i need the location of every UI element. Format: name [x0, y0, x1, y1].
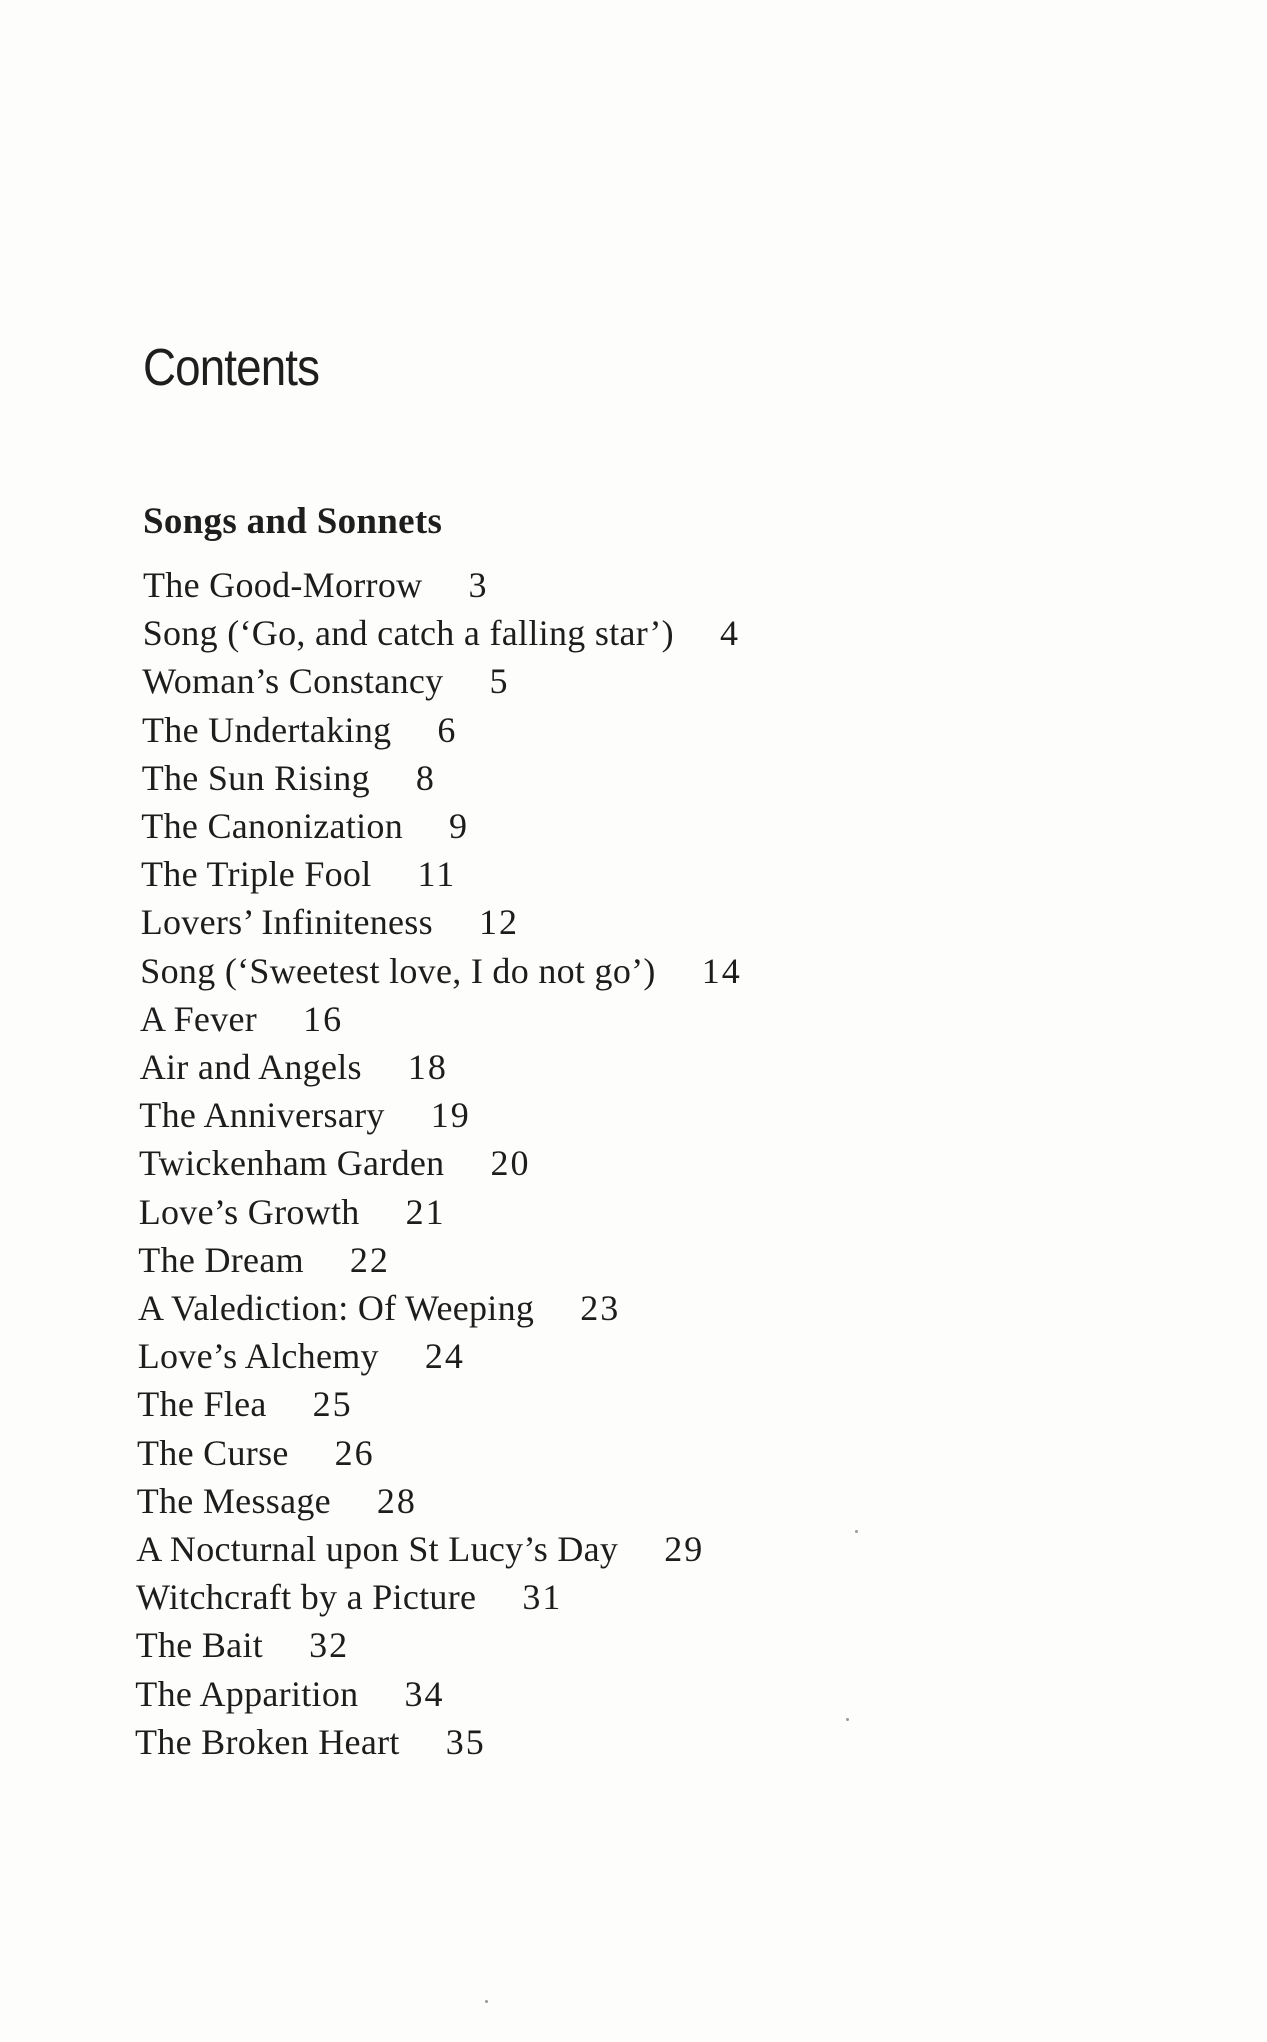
toc-entry-title: The Curse [137, 1432, 289, 1473]
toc-entry [142, 708, 457, 752]
toc-entry-page-number: 16 [303, 998, 344, 1039]
toc-entry-page-number: 23 [580, 1288, 621, 1328]
toc-entry [137, 1479, 417, 1523]
toc-entry-title: The Message [136, 1480, 331, 1521]
toc-entry-title: A Valediction: Of Weeping [138, 1288, 535, 1328]
toc-entry-title: The Flea [137, 1384, 267, 1425]
toc-entry-page-number: 6 [437, 709, 458, 750]
toc-entry-page-number: 31 [522, 1577, 563, 1618]
toc-entry-page-number: 9 [449, 806, 470, 846]
toc-entry-page-number: 25 [312, 1384, 353, 1425]
toc-entry [141, 804, 469, 848]
toc-entry-page-number: 19 [430, 1095, 471, 1136]
toc-entry-page-number: 11 [417, 854, 457, 895]
toc-entry-title: Air and Angels [139, 1047, 362, 1087]
toc-entry-page-number: 32 [309, 1625, 350, 1666]
toc-entry [143, 563, 488, 607]
paper-speck [846, 1718, 849, 1721]
toc-entry [139, 1190, 446, 1234]
toc-entry-page-number: 5 [489, 661, 510, 702]
toc-entry-title: Woman’s Constancy [142, 661, 444, 702]
toc-entry-page-number: 35 [445, 1721, 486, 1762]
toc-entry-title: Twickenham Garden [139, 1143, 445, 1184]
toc-entry [141, 900, 519, 944]
toc-entry [142, 659, 509, 703]
toc-entry-title: The Anniversary [139, 1095, 385, 1136]
toc-entry-title: Love’s Alchemy [137, 1336, 379, 1377]
toc-entry [140, 1045, 448, 1089]
toc-entry-page-number: 8 [415, 757, 436, 798]
toc-entry-page-number: 34 [404, 1673, 445, 1714]
toc-entry-page-number: 4 [719, 613, 740, 654]
page-title: Contents [143, 339, 320, 397]
toc-entry-title: Witchcraft by a Picture [136, 1577, 477, 1618]
toc-entry [136, 1527, 704, 1571]
toc-entry-page-number: 28 [376, 1480, 417, 1521]
toc-entry-title: The Canonization [141, 806, 404, 846]
toc-entry-title: The Triple Fool [141, 854, 372, 895]
toc-entry-title: Song (‘Go, and catch a falling star’) [142, 613, 674, 654]
toc-entry [142, 756, 436, 800]
toc-entry [137, 1382, 352, 1426]
toc-entry [140, 949, 741, 993]
toc-entry-title: Song (‘Sweetest love, I do not go’) [140, 950, 656, 991]
toc-entry-title: Love’s Growth [138, 1191, 360, 1232]
toc-entry [143, 611, 740, 655]
toc-entry-page-number: 22 [349, 1239, 390, 1280]
toc-entry-title: The Sun Rising [141, 757, 370, 798]
toc-entry-page-number: 21 [405, 1191, 446, 1232]
toc-entry-title: The Dream [138, 1239, 304, 1280]
toc-entry-page-number: 3 [468, 565, 489, 605]
toc-entry [135, 1672, 444, 1716]
toc-entry [139, 1093, 470, 1137]
section-title: Songs and Sonnets [143, 501, 443, 542]
toc-entry [140, 997, 343, 1041]
toc-entry [137, 1431, 375, 1475]
toc-entry-page-number: 26 [334, 1432, 375, 1473]
toc-entry-page-number: 20 [490, 1143, 531, 1184]
toc-entry-title: The Apparition [135, 1673, 359, 1714]
toc-entry [138, 1286, 620, 1330]
toc-entry-title: A Fever [140, 998, 258, 1039]
toc-entry-page-number: 14 [701, 950, 742, 991]
toc-entry [138, 1334, 465, 1378]
toc-entry-title: The Broken Heart [135, 1721, 400, 1762]
toc-entry [138, 1238, 390, 1282]
toc-entry-title: A Nocturnal upon St Lucy’s Day [136, 1529, 619, 1569]
toc-entry-page-number: 18 [407, 1047, 448, 1087]
toc-entry-title: Lovers’ Infiniteness [140, 902, 433, 943]
toc-entry [136, 1623, 349, 1667]
paper-speck [485, 2000, 488, 2003]
toc-entry [139, 1141, 530, 1185]
toc-entry-title: The Undertaking [142, 709, 392, 750]
toc-entry-page-number: 12 [478, 902, 519, 943]
toc-entry [136, 1575, 562, 1619]
toc-entry-page-number: 29 [664, 1529, 705, 1569]
paper-speck [855, 1530, 858, 1533]
toc-entry-title: The Good-Morrow [143, 565, 423, 605]
toc-entry [141, 852, 456, 896]
toc-entry-page-number: 24 [424, 1336, 465, 1377]
toc-entry-title: The Bait [135, 1625, 264, 1666]
toc-entry [135, 1720, 486, 1764]
